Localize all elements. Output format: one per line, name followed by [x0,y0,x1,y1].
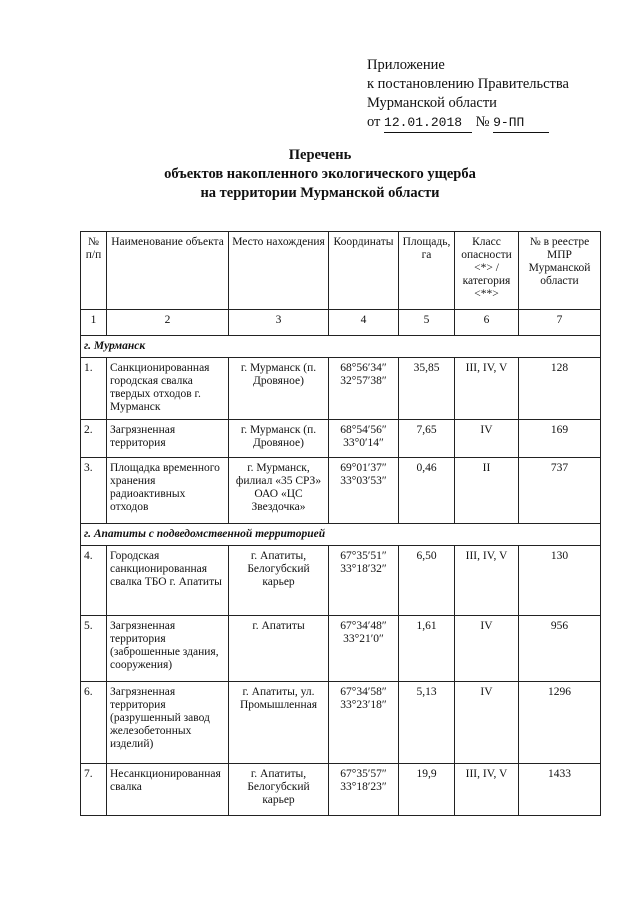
header-row [81,232,601,310]
from-prefix: от [367,114,381,130]
longitude: 33°23′18″ [340,699,387,711]
table-row [81,764,601,816]
header-cell: Наименование объекта [107,232,229,310]
latitude: 69°01′37″ [340,462,387,474]
latitude: 67°34′58″ [340,686,387,698]
group-row [81,524,601,546]
title-line3: на территории Мурманской области [200,185,440,201]
column-number: 7 [519,310,601,336]
object-coordinates [329,764,399,816]
row-number: 7. [81,764,107,816]
row-number: 4. [81,546,107,616]
latitude: 67°35′57″ [340,768,387,780]
hazard-class: III, IV, V [455,764,519,816]
object-coordinates [329,358,399,420]
group-row [81,336,601,358]
object-area: 6,50 [399,546,455,616]
object-place: г. Апатиты, ул. Промышленная [229,682,329,764]
group-title: г. Мурманск [81,336,601,358]
registry-number: 1433 [519,764,601,816]
header-cell: № п/п [81,232,107,310]
registry-number: 130 [519,546,601,616]
column-number-row [81,310,601,336]
column-number: 6 [455,310,519,336]
hazard-class: IV [455,616,519,682]
row-number: 3. [81,458,107,524]
header-cell: № в реестре МПР Мурманской области [519,232,601,310]
object-name: Санкционированная городская свалка твердых отходов г. Мурманск [107,358,229,420]
appendix-line3: Мурманской области [367,95,497,111]
row-number: 1. [81,358,107,420]
object-name: Городская санкционированная свалка ТБО г. Апатиты [107,546,229,616]
objects-table [80,231,601,816]
table-row [81,682,601,764]
latitude: 67°35′51″ [340,550,387,562]
object-area: 19,9 [399,764,455,816]
table-row [81,546,601,616]
group-title: г. Апатиты с подведомственной территорией [81,524,601,546]
object-name: Площадка временного хранения радиоактивных отходов [107,458,229,524]
header-cell: Место нахождения [229,232,329,310]
header-cell: Координаты [329,232,399,310]
resolution-number: 9-ПП [493,113,549,133]
object-area: 0,46 [399,458,455,524]
latitude: 68°56′34″ [340,362,387,374]
registry-number: 737 [519,458,601,524]
object-name: Загрязненная территория (разрушенный завод железобетонных изделий) [107,682,229,764]
row-number: 6. [81,682,107,764]
row-number: 5. [81,616,107,682]
longitude: 33°03′53″ [340,475,387,487]
resolution-date: 12.01.2018 [384,113,472,133]
longitude: 33°18′23″ [340,781,387,793]
latitude: 68°54′56″ [340,424,387,436]
registry-number: 169 [519,420,601,458]
column-number: 5 [399,310,455,336]
hazard-class: II [455,458,519,524]
object-place: г. Апатиты, Белогубский карьер [229,764,329,816]
object-place: г. Апатиты, Белогубский карьер [229,546,329,616]
registry-number: 128 [519,358,601,420]
title-line1: Перечень [288,147,352,163]
title-line2: объектов накопленного экологического ущерба [164,166,476,182]
object-name: Загрязненная территория (заброшенные здания, сооружения) [107,616,229,682]
appendix-line2: к постановлению Правительства [367,76,569,92]
hazard-class: III, IV, V [455,358,519,420]
registry-number: 956 [519,616,601,682]
table-row [81,616,601,682]
object-name: Несанкционированная свалка [107,764,229,816]
appendix-line1: Приложение [367,57,445,73]
hazard-class: III, IV, V [455,546,519,616]
registry-number: 1296 [519,682,601,764]
longitude: 33°18′32″ [340,563,387,575]
table-row [81,458,601,524]
table-row [81,358,601,420]
table-row [81,420,601,458]
appendix-block [367,56,569,133]
longitude: 33°0′14″ [343,437,384,449]
hazard-class: IV [455,420,519,458]
object-place: г. Мурманск, филиал «35 СРЗ» ОАО «ЦС Звездочка» [229,458,329,524]
column-number: 4 [329,310,399,336]
object-area: 7,65 [399,420,455,458]
object-area: 35,85 [399,358,455,420]
hazard-class: IV [455,682,519,764]
longitude: 33°21′0″ [343,633,384,645]
object-place: г. Мурманск (п. Дровяное) [229,420,329,458]
object-coordinates [329,458,399,524]
header-cell: Площадь, га [399,232,455,310]
column-number: 3 [229,310,329,336]
object-coordinates [329,546,399,616]
column-number: 2 [107,310,229,336]
longitude: 32°57′38″ [340,375,387,387]
header-cell: Класс опасности <*> / категория <**> [455,232,519,310]
column-number: 1 [81,310,107,336]
latitude: 67°34′48″ [340,620,387,632]
object-area: 5,13 [399,682,455,764]
object-coordinates [329,616,399,682]
object-place: г. Апатиты [229,616,329,682]
object-place: г. Мурманск (п. Дровяное) [229,358,329,420]
appendix-date-line [367,113,569,133]
object-coordinates [329,420,399,458]
number-prefix: № [475,114,490,130]
row-number: 2. [81,420,107,458]
object-name: Загрязненная территория [107,420,229,458]
object-coordinates [329,682,399,764]
object-area: 1,61 [399,616,455,682]
document-title [0,146,640,203]
